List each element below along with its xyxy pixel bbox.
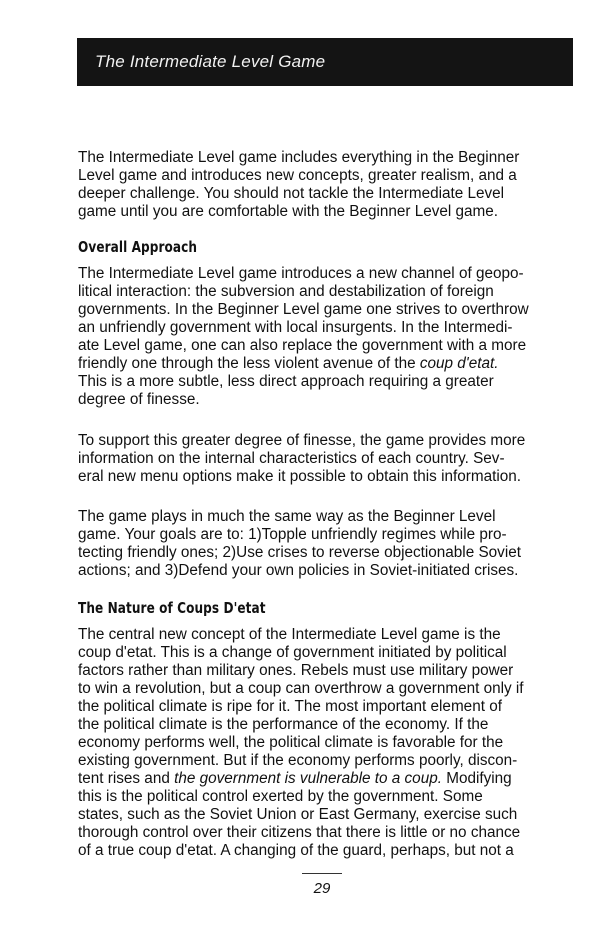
text-line: existing government. But if the economy performs poorly, discon- [78, 752, 518, 769]
text-line: degree of finesse. [78, 391, 200, 408]
text-line: thorough control over their citizens that there is little or no chance [78, 824, 521, 841]
overall-approach-paragraph-1 [78, 265, 578, 409]
text-line: factors rather than military ones. Rebels must use military power [78, 662, 514, 679]
text-line: ate Level game, one can also replace the government with a more [78, 337, 527, 354]
overall-approach-paragraph-2 [78, 432, 578, 486]
emphasis-vulnerable-to-coup: the government is vulnerable to a coup. [174, 770, 442, 787]
text-line [78, 355, 578, 373]
text-line: The central new concept of the Intermediate Level game is the [78, 626, 501, 643]
text-line: of a true coup d'etat. A changing of the guard, perhaps, but not a [78, 842, 514, 859]
text-line: The Intermediate Level game includes everything in the Beginner [78, 149, 520, 166]
page-number-rule [302, 873, 342, 874]
text-line: game until you are comfortable with the Beginner Level game. [78, 203, 499, 220]
text-line: actions; and 3)Defend your own policies in Soviet-initiated crises. [78, 562, 519, 579]
section-heading-overall-approach: Overall Approach [78, 238, 198, 256]
text-line: The game plays in much the same way as the Beginner Level [78, 508, 496, 525]
text-segment: Modifying [441, 770, 512, 787]
text-line: the political climate is the performance of the economy. If the [78, 716, 489, 733]
chapter-title: The Intermediate Level Game [95, 52, 326, 71]
text-line: governments. In the Beginner Level game one strives to overthrow [78, 301, 529, 318]
text-line [78, 770, 578, 788]
text-line: The Intermediate Level game introduces a new channel of geopo- [78, 265, 524, 282]
page-number: 29 [313, 880, 331, 897]
text-line: Level game and introduces new concepts, greater realism, and a [78, 167, 517, 184]
chapter-header-bar [77, 38, 573, 86]
text-line: the political climate is ripe for it. The most important element of [78, 698, 502, 715]
text-segment: tent rises and [78, 770, 175, 787]
text-line: economy performs well, the political climate is favorable for the [78, 734, 504, 751]
text-line: states, such as the Soviet Union or East Germany, exercise such [78, 806, 518, 823]
text-line: deeper challenge. You should not tackle the Intermediate Level [78, 185, 505, 202]
text-line: this is the political control exerted by the government. Some [78, 788, 483, 805]
overall-approach-paragraph-3 [78, 508, 578, 580]
text-line: game. Your goals are to: 1)Topple unfriendly regimes while pro- [78, 526, 507, 543]
text-line: coup d'etat. This is a change of government initiated by political [78, 644, 507, 661]
text-line: an unfriendly government with local insurgents. In the Intermedi- [78, 319, 513, 336]
coups-paragraph-1 [78, 626, 578, 860]
text-line: eral new menu options make it possible to obtain this information. [78, 468, 521, 485]
text-line: information on the internal characteristics of each country. Sev- [78, 450, 505, 467]
intro-paragraph [78, 149, 578, 221]
emphasis-coup-detat: coup d'etat. [419, 355, 499, 372]
text-line: litical interaction: the subversion and destabilization of foreign [78, 283, 494, 300]
text-segment: friendly one through the less violent avenue of the [78, 355, 420, 372]
text-line: This is a more subtle, less direct approach requiring a greater [78, 373, 494, 390]
text-line: tecting friendly ones; 2)Use crises to reverse objectionable Soviet [78, 544, 521, 561]
text-line: To support this greater degree of finesse, the game provides more [78, 432, 526, 449]
text-line: to win a revolution, but a coup can overthrow a government only if [78, 680, 524, 697]
section-heading-nature-of-coups: The Nature of Coups D'etat [78, 599, 266, 617]
